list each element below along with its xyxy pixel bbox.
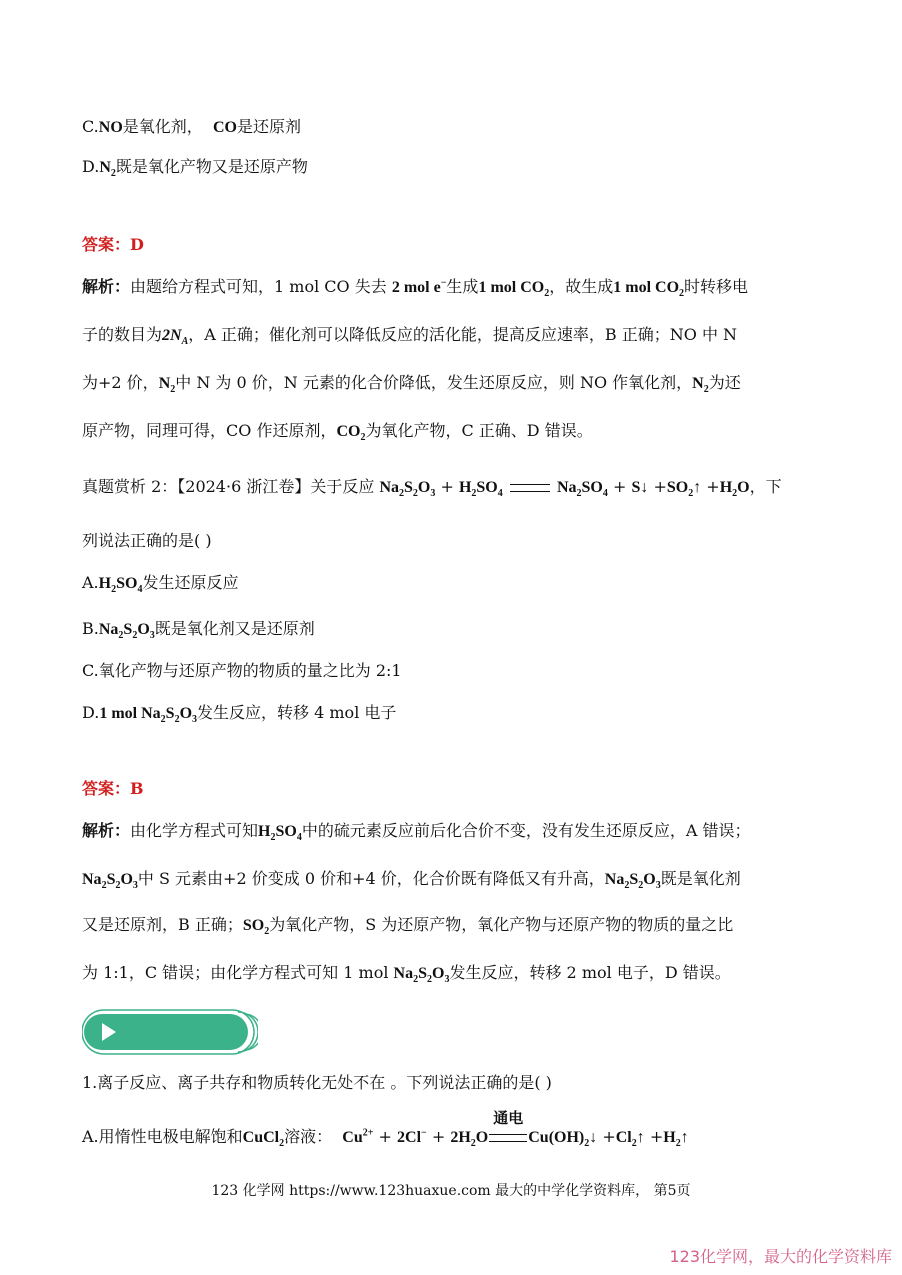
question-3-option-a: A.用惰性电极电解饱和CuCl$_2$溶液： $Cu^{2+} + 2Cl^- + 2H_2O$ 通电 $Cu(OH)_2↓$ $+Cl_2↑$ $+H_2↑$ [82,1108,689,1150]
answer-2: 答案：B [82,779,144,798]
play-button[interactable] [82,1008,252,1052]
analysis-2-line-2: $Na_2S_2O_3$中 S 元素由+2 价变成 0 价和+4 价，化合价既有降低又有升高，$Na_2S_2O_3$既是氧化剂 [82,869,741,892]
option-d: $D.N_2$既是氧化产物又是还原产物 [82,157,308,180]
equals-sign [510,484,550,492]
answer-1: 答案：D [82,235,144,254]
watermark: 123化学网，最大的化学资料库 [669,1247,892,1266]
analysis-1-line-4: 原产物，同理可得，CO 作还原剂，$CO_2$为氧化产物，C 正确、D 错误。 [82,421,593,444]
option2-a: $A.H_2SO_4$发生还原反应 [82,573,239,596]
analysis-1-line-3: 为+2 价，$N_2$中 N 为 0 价，N 元素的化合价降低，发生还原反应，则 NO 作氧化剂，$N_2$为还 [82,373,741,396]
page-footer: 123 化学网 https://www.123huaxue.com 最大的中学化学资料库， 第5页 [211,1183,691,1199]
option2-d: D.1 mol $Na_2S_2O_3$发生反应，转移 4 mol 电子 [82,703,397,726]
condition-arrow: 通电 [488,1127,528,1149]
analysis-2-line-4: 为 1:1，C 错误；由化学方程式可知 1 mol $Na_2S_2O_3$发生反应，转移 2 mol 电子，D 错误。 [82,963,731,986]
option2-c: C.氧化产物与还原产物的物质的量之比为 2:1 [82,661,402,680]
analysis-1-line-2: 子的数目为$2N_A$，A 正确；催化剂可以降低反应的活化能，提高反应速率，B 正确；NO 中 N [82,325,738,348]
question-3-line-1: 1.离子反应、离子共存和物质转化无处不在 。下列说法正确的是( ) [82,1073,552,1092]
analysis-2-line-1: 解析：由化学方程式可知$H_2SO_4$中的硫元素反应前后化合价不变，没有发生还原反应，A 错误； [82,821,751,844]
option2-b: $B.Na_2S_2O_3$既是氧化剂又是还原剂 [82,619,315,642]
analysis-2-line-3: 又是还原剂，B 正确；$SO_2$为氧化产物，S 为还原产物，氧化产物与还原产物的物质的量之比 [82,915,734,938]
play-banner-graphic [82,1008,258,1056]
question-2-line-1: 真题赏析 2：【2024·6 浙江卷】关于反应 $Na_2S_2O_3 + H_2SO_4$ $Na_2SO_4$ + S↓ $+SO_2↑ +H_2O$，下 [82,477,782,500]
question-2-line-2: 列说法正确的是( ) [82,531,212,550]
analysis-1-line-1: 解析：由题给方程式可知，1 mol CO 失去 2 mol e−生成1 mol $CO_2$，故生成1 mol $CO_2$时转移电 [82,277,749,300]
option-c: C.NO是氧化剂， CO是还原剂 [82,117,301,136]
